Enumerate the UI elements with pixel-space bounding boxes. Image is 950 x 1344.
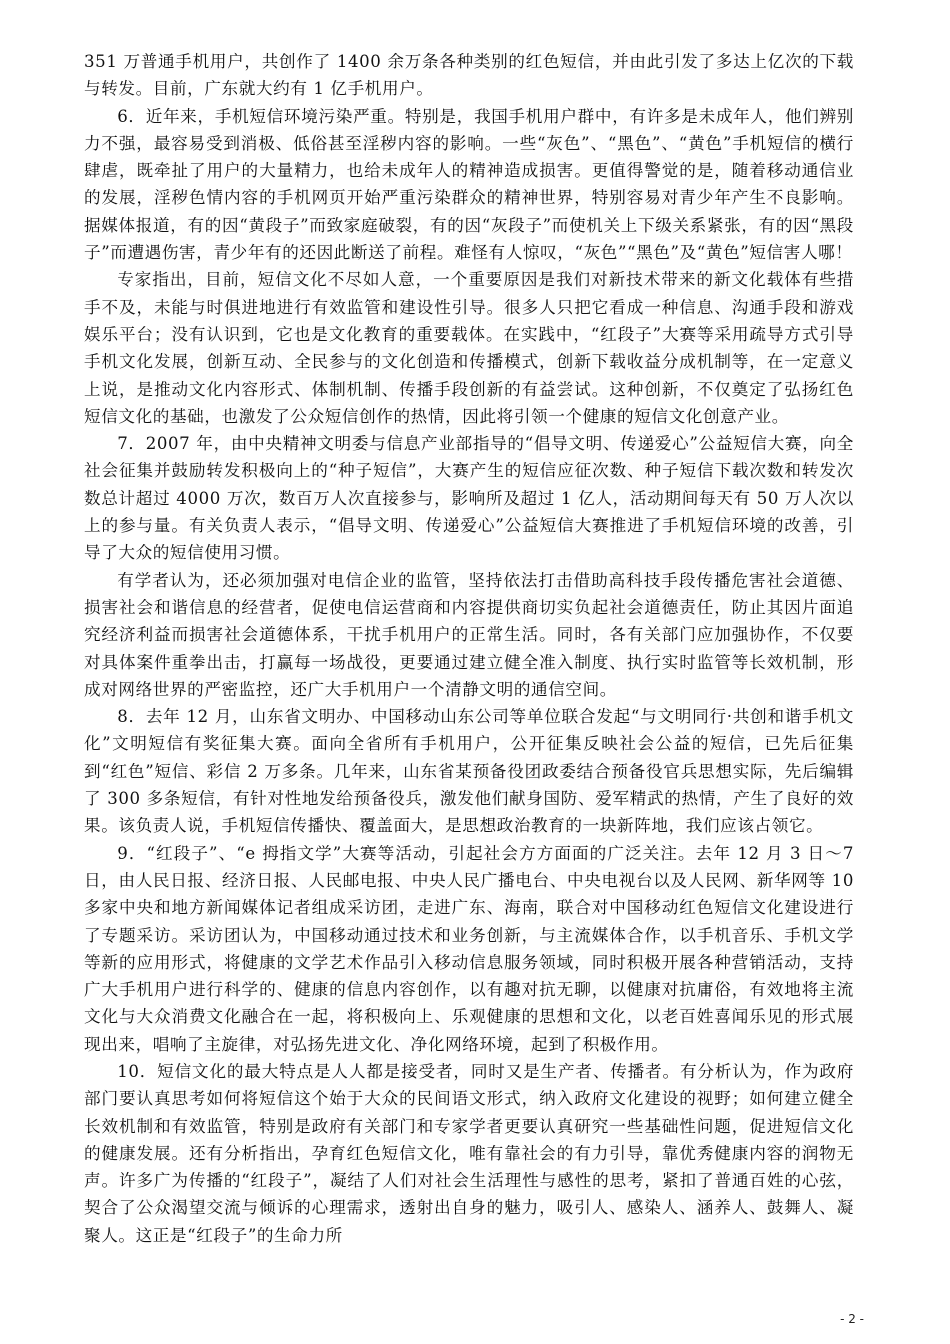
paragraph-10: 10．短信文化的最大特点是人人都是接受者，同时又是生产者、传播者。有分析认为，作为政府部门要认真思考如何将短信这个始于大众的民间语文形式，纳入政府文化建设的视野；如何建立健全长效机制和有效监管，特别是政府有关部门和专家学者更要认真研究一些基础性问题，促进短信文化的健康发展。还有分析指出，孕育红色短信文化，唯有靠社会的有力引导，靠优秀健康内容的润物无声。许多广为传播的“红段子”，凝结了人们对社会生活理性与感性的思考，紧扣了普通百姓的心弦，契合了公众渴望交流与倾诉的心理需求，透射出自身的魅力，吸引人、感染人、涵养人、鼓舞人、凝聚人。这正是“红段子”的生命力所: [84, 1061, 854, 1245]
paragraph-scholar: 有学者认为，还必须加强对电信企业的监管，坚持依法打击借助高科技手段传播危害社会道德、损害社会和谐信息的经营者，促使电信运营商和内容提供商切实负起社会道德责任，防止其因片面追究经济利益而损害社会道德体系，干扰手机用户的正常生活。同时，各有关部门应加强协作，不仅要对具体案件重拳出击，打赢每一场战役，更要通过建立健全准入制度、执行实时监管等长效机制，形成对网络世界的严密监控，还广大手机用户一个清静文明的通信空间。: [84, 570, 854, 699]
paragraph-7: 7．2007 年，由中央精神文明委与信息产业部指导的“倡导文明、传递爱心”公益短信大赛，向全社会征集并鼓励转发积极向上的“种子短信”，大赛产生的短信应征次数、种子短信下载次数和转发次数总计超过 4000 万次，数百万人次直接参与，影响所及超过 1 亿人，活动期间每天有 50 万人次以上的参与量。有关负责人表示，“倡导文明、传递爱心”公益短信大赛推进了手机短信环境的改善，引导了大众的短信使用习惯。: [84, 434, 854, 563]
paragraph-8: 8．去年 12 月，山东省文明办、中国移动山东公司等单位联合发起“与文明同行·共创和谐手机文化”文明短信有奖征集大赛。面向全省所有手机用户，公开征集反映社会公益的短信，已先后征集到“红色”短信、彩信 2 万多条。几年来，山东省某预备役团政委结合预备役官兵思想实际，先后编辑了 300 多条短信，有针对性地发给预备役兵，激发他们献身国防、爱军精武的热情，产生了良好的效果。该负责人说，手机短信传播快、覆盖面大，是思想政治教育的一块新阵地，我们应该占领它。: [84, 707, 854, 836]
paragraph-expert: 专家指出，目前，短信文化不尽如人意，一个重要原因是我们对新技术带来的新文化载体有些措手不及，未能与时俱进地进行有效监管和建设性引导。很多人只把它看成一种信息、沟通手段和游戏娱乐平台；没有认识到，它也是文化教育的重要载体。在实践中，“红段子”大赛等采用疏导方式引导手机文化发展，创新互动、全民参与的文化创造和传播模式，创新下载收益分成机制等，在一定意义上说，是推动文化内容形式、体制机制、传播手段创新的有益尝试。这种创新，不仅奠定了弘扬红色短信文化的基础，也激发了公众短信创作的热情，因此将引领一个健康的短信文化创意产业。: [84, 270, 854, 426]
paragraph-6: 6．近年来，手机短信环境污染严重。特别是，我国手机用户群中，有许多是未成年人，他们辨别力不强，最容易受到消极、低俗甚至淫秽内容的影响。一些“灰色”、“黑色”、“黄色”手机短信的横行肆虐，既牵扯了用户的大量精力，也给未成年人的精神造成损害。更值得警觉的是，随着移动通信业的发展，淫秽色情内容的手机网页开始严重污染群众的精神世界，特别容易对青少年产生不良影响。据媒体报道，有的因“黄段子”而致家庭破裂，有的因“灰段子”而使机关上下级关系紧张，有的因“黑段子”而遭遇伤害，青少年有的还因此断送了前程。难怪有人惊叹，“灰色”“黑色”及“黄色”短信害人哪！: [84, 106, 854, 263]
page-number: - 2 -: [840, 1312, 864, 1326]
paragraph-9: 9．“红段子”、“e 拇指文学”大赛等活动，引起社会方方面面的广泛关注。去年 12 月 3 日～7 日，由人民日报、经济日报、人民邮电报、中央人民广播电台、中央电视台以及人民网、新华网等 10 多家中央和地方新闻媒体记者组成采访团，走进广东、海南，联合对中国移动红色短信文化建设进行了专题采访。采访团认为，中国移动通过技术和业务创新，与主流媒体合作，以手机音乐、手机文学等新的应用形式，将健康的文学艺术作品引入移动信息服务领域，同时积极开展各种营销活动，支持广大手机用户进行科学的、健康的信息内容创作，以有趣对抗无聊，以健康对抗庸俗，有效地将主流文化与大众消费文化融合在一起，将积极向上、乐观健康的思想和文化，以老百姓喜闻乐见的形式展现出来，唱响了主旋律，对弘扬先进文化、净化网络环境，起到了积极作用。: [84, 843, 854, 1054]
paragraph-continuation: 351 万普通手机用户，共创作了 1400 余万条各种类别的红色短信，并由此引发了多达上亿次的下载与转发。目前，广东就大约有 1 亿手机用户。: [84, 52, 854, 99]
document-body: [84, 48, 854, 1249]
